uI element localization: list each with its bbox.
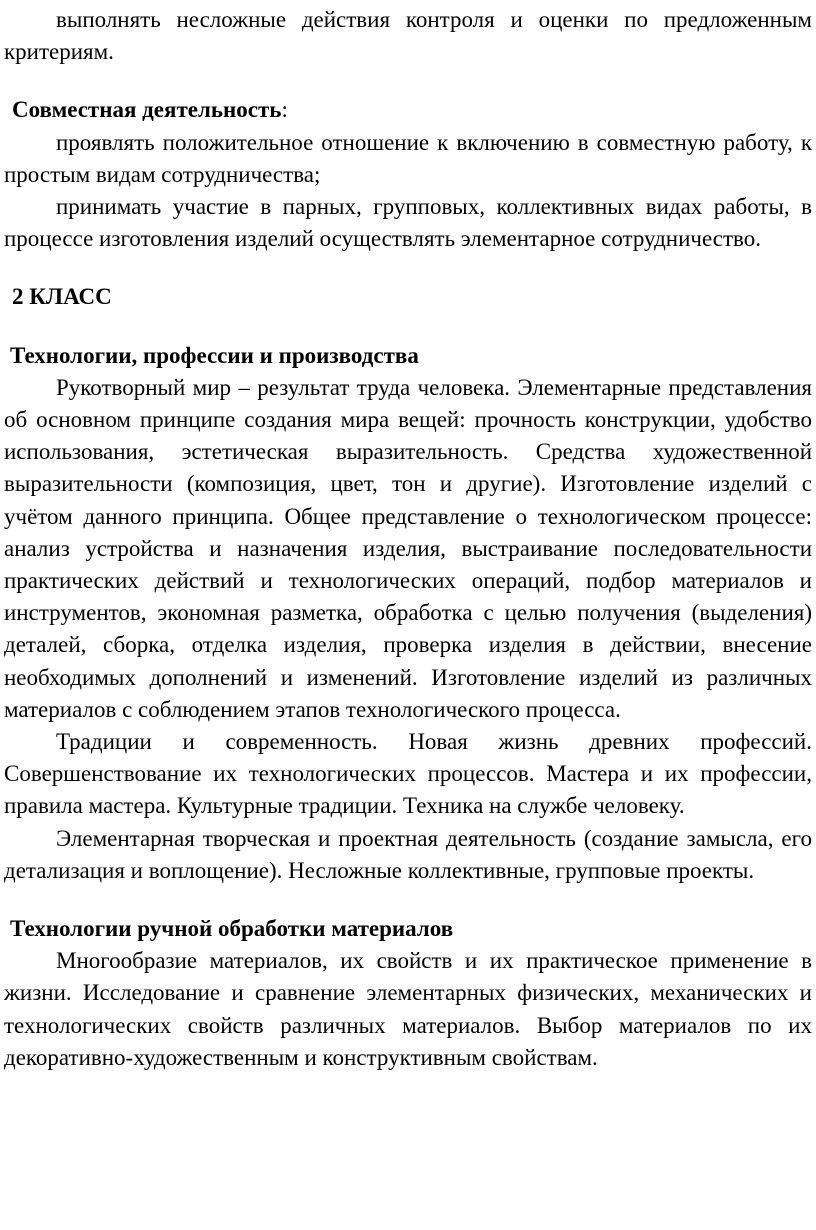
heading-class-2: 2 КЛАСС (12, 284, 112, 310)
paragraph-traditions-modernity: Традиции и современность. Новая жизнь древних профессий. Совершенствование их технологических процессов. Мастера и их профессии, правила мастера. Культурные традиции. Техника на службе человеку. (4, 729, 812, 819)
heading-manual-processing: Технологии ручной обработки материалов (10, 916, 454, 942)
heading-joint-activity-colon: : (281, 97, 288, 123)
paragraph-creative-project-activity: Элементарная творческая и проектная деятельность (создание замысла, его детализация и воплощение). Несложные коллективные, групповые проекты. (4, 825, 812, 883)
heading-joint-activity (0, 94, 816, 126)
heading-joint-activity-text: Совместная деятельность (12, 97, 282, 123)
paragraph-handmade-world: Рукотворный мир – результат труда человека. Элементарные представления об основном принципе создания мира вещей: прочность конструкции, удобство использования, эстетическая выразительность. Средства художественной выразительности (композиция, цвет, тон и другие). Изготовление изделий с учётом данного принципа. Общее представление о технологическом процессе: анализ устройства и назначения изделия, выстраивание последовательности практических действий и технологических операций, подбор материалов и инструментов, экономная разметка, обработка с целью получения (выделения) деталей, сборка, отделка изделия, проверка изделия в действии, внесение необходимых дополнений и изменений. Изготовление изделий из различных материалов с соблюдением этапов технологического процесса. (4, 374, 812, 722)
paragraph-control-criteria: выполнять несложные действия контроля и оценки по предложенным критериям. (4, 7, 812, 65)
heading-technologies-professions: Технологии, профессии и производства (10, 342, 419, 368)
paragraph-joint-positive-attitude: проявлять положительное отношение к включению в совместную работу, к простым видам сотрудничества; (4, 129, 812, 187)
paragraph-materials-variety: Многообразие материалов, их свойств и их практическое применение в жизни. Исследование и сравнение элементарных физических, механических и технологических свойств различных материалов. Выбор материалов по их декоративно-художественным и конструктивным свойствам. (4, 948, 812, 1070)
paragraph-joint-participation: принимать участие в парных, групповых, коллективных видах работы, в процессе изготовления изделий осуществлять элементарное сотрудничество. (4, 194, 812, 252)
